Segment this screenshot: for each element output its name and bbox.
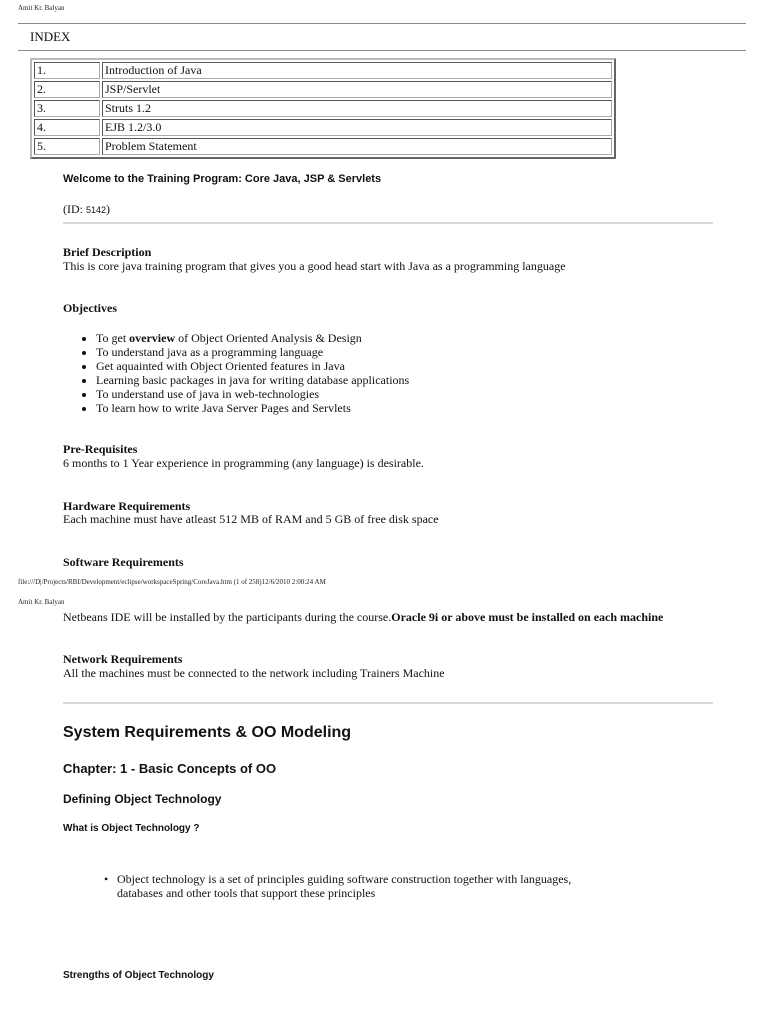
- page-author: Amit Kr. Balyan: [18, 598, 65, 606]
- index-table: [30, 58, 616, 159]
- id-suffix: ): [106, 202, 111, 216]
- section-divider: [63, 702, 713, 704]
- defining-heading: Defining Object Technology: [63, 792, 222, 806]
- objectives-label: Objectives: [63, 301, 117, 315]
- page-author: Amit Kr. Balyan: [18, 4, 65, 12]
- prereq-text: 6 months to 1 Year experience in programming (any language) is desirable.: [63, 456, 424, 470]
- index-title: INDEX: [30, 29, 71, 44]
- chapter-title: Chapter: 1 - Basic Concepts of OO: [63, 761, 277, 776]
- software-label: Software Requirements: [63, 555, 184, 569]
- id-prefix: (ID:: [63, 202, 86, 216]
- objective-text-post: of Object Oriented Analysis & Design: [175, 331, 362, 345]
- brief-text: This is core java training program that gives you a good head start with Java as a programming language: [63, 259, 566, 273]
- network-label: Network Requirements: [63, 652, 183, 666]
- index-number: 5.: [34, 138, 100, 155]
- strengths-heading: Strengths of Object Technology: [63, 970, 214, 981]
- ot-definition: [104, 872, 571, 900]
- software-text-bold: Oracle 9i or above must be installed on each machine: [391, 610, 664, 624]
- objective-text-bold: overview: [129, 331, 176, 345]
- index-number: 3.: [34, 100, 100, 117]
- objectives-list: [63, 331, 409, 415]
- index-number: 2.: [34, 81, 100, 98]
- index-link[interactable]: Problem Statement: [102, 138, 612, 155]
- index-row[interactable]: [34, 100, 612, 117]
- list-item: • To learn how to write Java Server Pages and Servlets: [96, 401, 409, 415]
- id-value: 5142: [86, 205, 107, 215]
- index-link[interactable]: JSP/Servlet: [102, 81, 612, 98]
- prereq-label: Pre-Requisites: [63, 442, 138, 456]
- index-link[interactable]: Introduction of Java: [102, 62, 612, 79]
- list-item: • To understand use of java in web-technologies: [96, 387, 409, 401]
- index-number: 1.: [34, 62, 100, 79]
- index-row[interactable]: [34, 119, 612, 136]
- software-text-plain: Netbeans IDE will be installed by the participants during the course.: [63, 610, 392, 624]
- list-item: • Get aquainted with Object Oriented features in Java: [96, 359, 409, 373]
- index-number: 4.: [34, 119, 100, 136]
- what-is-heading: What is Object Technology ?: [63, 823, 200, 834]
- index-link[interactable]: EJB 1.2/3.0: [102, 119, 612, 136]
- footer-file-path: file:///D|/Projects/RBI/Development/eclipse/workspaceSpring/CoreJava.htm (1 of 258)12/6/2010 2:00:24 AM: [18, 578, 326, 586]
- index-rule: [18, 50, 746, 51]
- index-row[interactable]: [34, 138, 612, 155]
- section-title: System Requirements & OO Modeling: [63, 724, 352, 741]
- network-text: All the machines must be connected to the network including Trainers Machine: [63, 666, 445, 680]
- index-link[interactable]: Struts 1.2: [102, 100, 612, 117]
- list-item: • Learning basic packages in java for writing database applications: [96, 373, 409, 387]
- list-item: [96, 331, 409, 345]
- index-row[interactable]: [34, 81, 612, 98]
- index-row[interactable]: [34, 62, 612, 79]
- program-id: [63, 202, 110, 217]
- header-rule: [18, 23, 746, 24]
- welcome-heading: Welcome to the Training Program: Core Java, JSP & Servlets: [63, 173, 382, 185]
- objective-text-pre: To get: [96, 331, 130, 345]
- section-divider: [63, 222, 713, 224]
- bullet-icon: •: [104, 872, 109, 886]
- hardware-text: Each machine must have atleast 512 MB of RAM and 5 GB of free disk space: [63, 512, 439, 526]
- ot-line-2: databases and other tools that support these principles: [117, 886, 376, 900]
- brief-label: Brief Description: [63, 245, 152, 259]
- ot-line-1: Object technology is a set of principles guiding software construction together with languages,: [117, 872, 572, 886]
- software-text: [63, 610, 663, 625]
- list-item: • To understand java as a programming language: [96, 345, 409, 359]
- hardware-label: Hardware Requirements: [63, 499, 191, 513]
